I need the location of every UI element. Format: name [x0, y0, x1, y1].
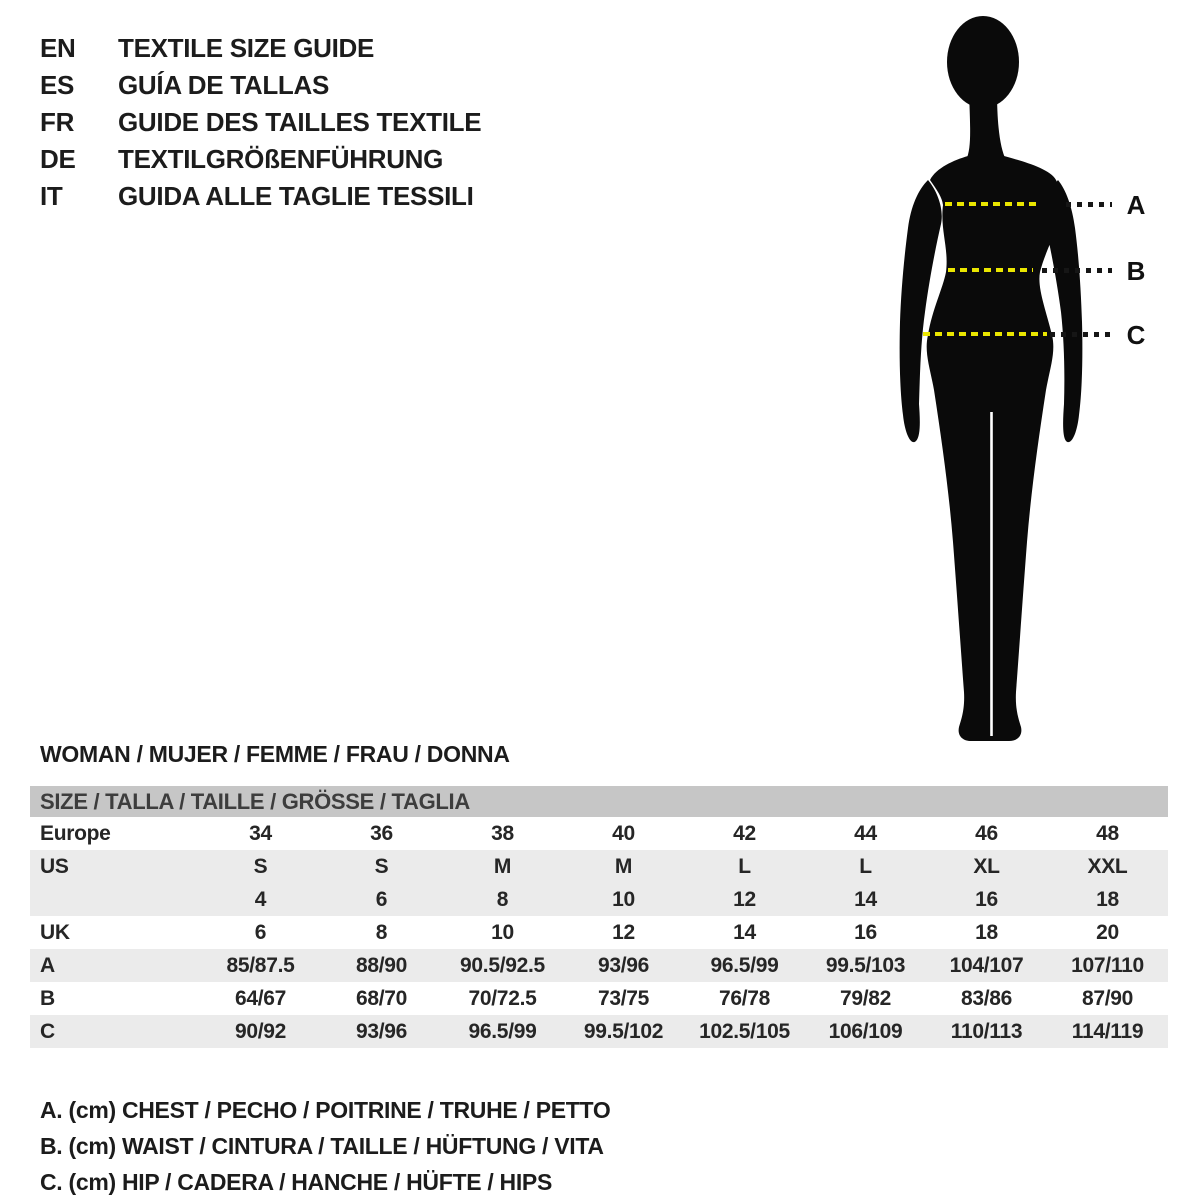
size-cell: M: [614, 854, 633, 878]
hip-measure-line: [923, 332, 1047, 336]
size-cell: 87/90: [1081, 986, 1134, 1010]
size-cell: XL: [973, 854, 1000, 878]
row-label: Europe: [40, 821, 111, 845]
language-title: GUÍA DE TALLAS: [118, 70, 330, 100]
size-cell: 46: [975, 821, 998, 845]
size-cell: 8: [496, 887, 509, 911]
size-cell: 68/70: [355, 986, 408, 1010]
size-cell: 110/113: [950, 1019, 1023, 1043]
size-cell: 83/86: [960, 986, 1013, 1010]
size-cell: 70/72.5: [468, 986, 537, 1010]
size-cell: 79/82: [839, 986, 892, 1010]
size-cell: 73/75: [597, 986, 650, 1010]
size-cell: S: [253, 854, 268, 878]
size-cell: 12: [612, 920, 635, 944]
table-row-waist: [30, 982, 1168, 1015]
language-title: TEXTILE SIZE GUIDE: [118, 33, 375, 63]
row-label: UK: [40, 920, 70, 944]
size-cell: 93/96: [355, 1019, 408, 1043]
size-cell: 12: [733, 887, 756, 911]
size-cell: S: [374, 854, 389, 878]
section-title: WOMAN / MUJER / FEMME / FRAU / DONNA: [40, 741, 510, 767]
size-cell: 14: [733, 920, 756, 944]
size-cell: 6: [375, 887, 388, 911]
size-cell: 18: [975, 920, 998, 944]
language-row-it: [40, 178, 481, 215]
language-code: DE: [40, 144, 76, 174]
size-cell: 64/67: [234, 986, 287, 1010]
language-code: IT: [40, 181, 63, 211]
measurement-legend: [40, 1092, 610, 1200]
legend-waist: B. (cm) WAIST / CINTURA / TAILLE / HÜFTUNG / VITA: [40, 1132, 604, 1159]
size-cell: 114/119: [1071, 1019, 1144, 1043]
size-cell: 44: [854, 821, 877, 845]
size-cell: 14: [854, 887, 877, 911]
size-cell: 99.5/103: [825, 953, 906, 977]
language-code: FR: [40, 107, 75, 137]
chest-leader-line: [1066, 202, 1112, 207]
legend-hip: C. (cm) HIP / CADERA / HANCHE / HÜFTE / HIPS: [40, 1168, 553, 1195]
size-cell: 90/92: [234, 1019, 287, 1043]
size-cell: 38: [491, 821, 514, 845]
size-cell: 76/78: [718, 986, 771, 1010]
size-table: [30, 786, 1168, 1048]
size-cell: 36: [370, 821, 393, 845]
legend-chest: A. (cm) CHEST / PECHO / POITRINE / TRUHE / PETTO: [40, 1096, 611, 1123]
size-cell: 104/107: [949, 953, 1024, 977]
woman-silhouette: [880, 10, 1100, 745]
size-cell: 90.5/92.5: [460, 953, 545, 977]
waist-leader-line: [1042, 268, 1112, 273]
size-cell: L: [738, 854, 751, 878]
size-cell: 10: [612, 887, 635, 911]
size-cell: 16: [854, 920, 877, 944]
size-cell: 8: [375, 920, 388, 944]
size-cell: 6: [254, 920, 267, 944]
size-cell: 48: [1096, 821, 1119, 845]
table-row-europe: [30, 817, 1168, 850]
language-row-es: [40, 67, 481, 104]
size-cell: 102.5/105: [699, 1019, 790, 1043]
row-label: US: [40, 854, 69, 878]
size-cell: 93/96: [597, 953, 650, 977]
size-cell: 4: [254, 887, 267, 911]
size-cell: 10: [491, 920, 514, 944]
waist-measure-line: [948, 268, 1033, 272]
size-cell: 16: [975, 887, 998, 911]
size-cell: L: [859, 854, 872, 878]
language-list: [40, 30, 481, 215]
row-label: B: [40, 986, 55, 1010]
table-row-hip: [30, 1015, 1168, 1048]
size-cell: 96.5/99: [468, 1019, 537, 1043]
size-cell: 99.5/102: [583, 1019, 664, 1043]
size-cell: XXL: [1087, 854, 1128, 878]
table-row-chest: [30, 949, 1168, 982]
language-code: ES: [40, 70, 75, 100]
marker-label-b: B: [1126, 256, 1146, 286]
language-row-en: [40, 30, 481, 67]
size-cell: 20: [1096, 920, 1119, 944]
language-row-de: [40, 141, 481, 178]
size-cell: 106/109: [828, 1019, 903, 1043]
language-code: EN: [40, 33, 76, 63]
chest-measure-line: [945, 202, 1041, 206]
size-cell: M: [493, 854, 512, 878]
size-cell: 107/110: [1071, 953, 1144, 977]
size-cell: 88/90: [355, 953, 408, 977]
marker-label-a: A: [1126, 190, 1146, 220]
row-label: C: [40, 1019, 55, 1043]
table-row-us-letters: [30, 850, 1168, 883]
language-title: GUIDE DES TAILLES TEXTILE: [118, 107, 482, 137]
hip-leader-line: [1050, 332, 1112, 337]
table-row-us-numbers: [30, 883, 1168, 916]
size-cell: 96.5/99: [710, 953, 779, 977]
size-cell: 18: [1096, 887, 1119, 911]
size-cell: 85/87.5: [226, 953, 295, 977]
language-title: GUIDA ALLE TAGLIE TESSILI: [118, 181, 474, 211]
row-label: A: [40, 953, 55, 977]
language-title: TEXTILGRÖßENFÜHRUNG: [118, 144, 444, 174]
size-cell: 42: [733, 821, 756, 845]
table-header: SIZE / TALLA / TAILLE / GRÖSSE / TAGLIA: [30, 786, 1168, 817]
marker-label-c: C: [1126, 320, 1146, 350]
size-cell: 40: [612, 821, 635, 845]
table-row-uk: [30, 916, 1168, 949]
language-row-fr: [40, 104, 481, 141]
size-cell: 34: [249, 821, 272, 845]
